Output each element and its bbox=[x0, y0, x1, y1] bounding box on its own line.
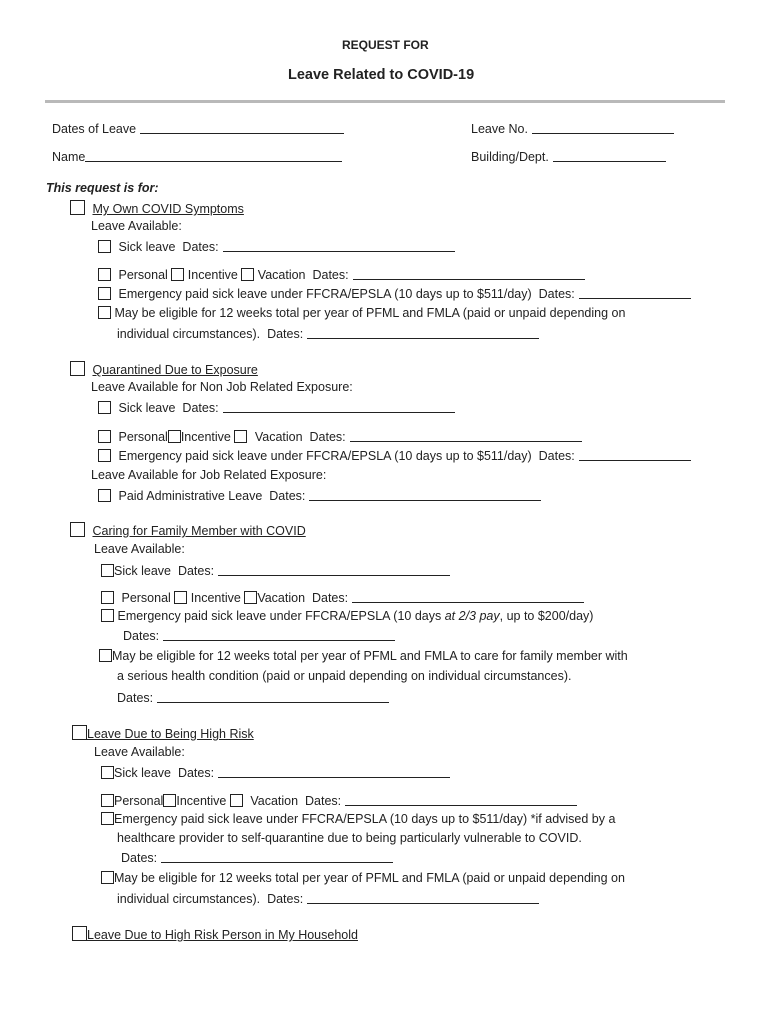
s2-admin-dates-line[interactable] bbox=[309, 488, 541, 501]
s4-eligible-dates-line[interactable] bbox=[307, 891, 539, 904]
s3-emergency-dates-label: Dates: bbox=[123, 629, 160, 643]
s3-emergency-label-c: , up to $200/day) bbox=[499, 609, 594, 623]
s4-eligible-label: May be eligible for 12 weeks total per year of PFML and FMLA (paid or unpaid depending on bbox=[114, 871, 625, 885]
s4-eligible-row bbox=[101, 871, 625, 885]
caring-title: Caring for Family Member with COVID bbox=[92, 524, 306, 538]
s3-vacation-label: Vacation bbox=[257, 591, 306, 605]
s4-eligible-checkbox[interactable] bbox=[101, 871, 114, 884]
s2-sick-dates-line[interactable] bbox=[223, 400, 455, 413]
household-title: Leave Due to High Risk Person in My Household bbox=[87, 928, 358, 942]
request-intro: This request is for: bbox=[46, 181, 159, 195]
s4-sick-label: Sick leave bbox=[114, 766, 171, 780]
s2-emergency-label: Emergency paid sick leave under FFCRA/EPSLA (10 days up to $511/day) bbox=[118, 449, 532, 463]
s1-emergency-checkbox[interactable] bbox=[98, 287, 111, 300]
s1-eligible-label: May be eligible for 12 weeks total per year of PFML and FMLA (paid or unpaid depending on bbox=[114, 306, 626, 320]
s1-eligible-row bbox=[98, 306, 625, 320]
section-quarantined[interactable] bbox=[70, 361, 258, 377]
s4-incentive-label: Incentive bbox=[176, 794, 227, 808]
building-dept-line[interactable] bbox=[553, 149, 666, 162]
s1-emergency-dates-label: Dates: bbox=[538, 287, 575, 301]
s1-emergency-label: Emergency paid sick leave under FFCRA/EPSLA (10 days up to $511/day) bbox=[118, 287, 532, 301]
name-field[interactable] bbox=[52, 149, 342, 164]
s2-admin-row bbox=[98, 488, 541, 503]
s1-pto-dates-line[interactable] bbox=[353, 267, 585, 280]
dates-of-leave-label: Dates of Leave bbox=[52, 122, 137, 136]
s2-personal-label: Personal bbox=[118, 430, 168, 444]
s1-incentive-label: Incentive bbox=[187, 268, 238, 282]
name-line[interactable] bbox=[85, 149, 342, 162]
section-high-risk[interactable] bbox=[72, 725, 254, 741]
own-symptoms-checkbox[interactable] bbox=[70, 200, 85, 215]
s2-personal-checkbox[interactable] bbox=[98, 430, 111, 443]
s3-leave-available: Leave Available: bbox=[94, 542, 185, 556]
s1-eligible-row-2 bbox=[117, 326, 539, 341]
s2-sick-dates-label: Dates: bbox=[182, 401, 219, 415]
s3-incentive-label: Incentive bbox=[190, 591, 241, 605]
s2-pto-dates-line[interactable] bbox=[350, 429, 582, 442]
building-dept-label: Building/Dept. bbox=[471, 150, 549, 164]
s1-incentive-checkbox[interactable] bbox=[171, 268, 184, 281]
s4-sick-dates-line[interactable] bbox=[218, 765, 450, 778]
s1-sick-checkbox[interactable] bbox=[98, 240, 111, 253]
s4-emergency-dates-label: Dates: bbox=[121, 851, 158, 865]
leave-no-line[interactable] bbox=[532, 121, 674, 134]
section-caring[interactable] bbox=[70, 522, 306, 538]
s2-emergency-dates-line[interactable] bbox=[579, 448, 691, 461]
s4-emergency-label-a: Emergency paid sick leave under FFCRA/EPSLA (10 days up to $511/day) *if advised by a bbox=[114, 812, 616, 826]
s3-sick-checkbox[interactable] bbox=[101, 564, 114, 577]
s3-eligible-label-b: a serious health condition (paid or unpaid depending on individual circumstances). bbox=[117, 669, 572, 683]
s3-personal-label: Personal bbox=[121, 591, 171, 605]
dates-of-leave-line[interactable] bbox=[140, 121, 344, 134]
s4-emergency-label-b: healthcare provider to self-quarantine due to being particularly vulnerable to COVID. bbox=[117, 831, 582, 845]
s1-eligible-circ: individual circumstances). bbox=[117, 327, 261, 341]
s4-eligible-row-2 bbox=[117, 891, 539, 906]
own-symptoms-title: My Own COVID Symptoms bbox=[92, 202, 244, 216]
s2-job: Leave Available for Job Related Exposure: bbox=[91, 468, 327, 482]
s4-incentive-checkbox[interactable] bbox=[163, 794, 176, 807]
s3-emergency-dates bbox=[123, 628, 395, 643]
building-dept-field[interactable] bbox=[471, 149, 666, 164]
leave-no-field[interactable] bbox=[471, 121, 674, 136]
s2-pto-dates-label: Dates: bbox=[309, 430, 346, 444]
s4-pto-dates-line[interactable] bbox=[345, 793, 577, 806]
request-for-heading: REQUEST FOR bbox=[342, 38, 429, 52]
quarantined-checkbox[interactable] bbox=[70, 361, 85, 376]
s2-admin-checkbox[interactable] bbox=[98, 489, 111, 502]
page-title: Leave Related to COVID-19 bbox=[288, 67, 475, 83]
s2-sick-row bbox=[98, 400, 455, 415]
s2-pto-row bbox=[98, 429, 582, 444]
s1-emergency-row bbox=[98, 286, 691, 301]
s3-pto-dates-label: Dates: bbox=[311, 591, 349, 605]
s1-sick-dates-line[interactable] bbox=[223, 239, 455, 252]
s4-emergency-checkbox[interactable] bbox=[101, 812, 114, 825]
s4-pto-dates-label: Dates: bbox=[305, 794, 342, 808]
s3-pto-dates-line[interactable] bbox=[352, 590, 584, 603]
s3-eligible-checkbox[interactable] bbox=[99, 649, 112, 662]
s3-eligible-dates-line[interactable] bbox=[157, 690, 389, 703]
caring-checkbox[interactable] bbox=[70, 522, 85, 537]
s3-emergency-dates-line[interactable] bbox=[163, 628, 395, 641]
s3-emergency-checkbox[interactable] bbox=[101, 609, 114, 622]
s4-emergency-row bbox=[101, 812, 615, 826]
s3-emergency-label-a: Emergency paid sick leave under FFCRA/EPSLA (10 days bbox=[117, 609, 445, 623]
s3-personal-checkbox[interactable] bbox=[101, 591, 114, 604]
s3-sick-dates-line[interactable] bbox=[218, 563, 450, 576]
s2-sick-label: Sick leave bbox=[118, 401, 176, 415]
s2-emergency-checkbox[interactable] bbox=[98, 449, 111, 462]
s1-personal-checkbox[interactable] bbox=[98, 268, 111, 281]
s3-incentive-checkbox[interactable] bbox=[174, 591, 187, 604]
s3-eligible-dates bbox=[117, 690, 389, 705]
s2-incentive-checkbox[interactable] bbox=[168, 430, 181, 443]
section-household[interactable] bbox=[72, 926, 358, 942]
s1-sick-label: Sick leave bbox=[118, 240, 176, 254]
s1-vacation-checkbox[interactable] bbox=[241, 268, 254, 281]
s4-leave-available: Leave Available: bbox=[94, 745, 185, 759]
s3-vacation-checkbox[interactable] bbox=[244, 591, 257, 604]
high-risk-checkbox[interactable] bbox=[72, 725, 87, 740]
s1-sick-row bbox=[98, 239, 455, 254]
s4-vacation-label: Vacation bbox=[250, 794, 299, 808]
dates-of-leave-field[interactable] bbox=[52, 121, 344, 136]
header-divider bbox=[45, 100, 725, 103]
s2-non-job: Leave Available for Non Job Related Exposure: bbox=[91, 380, 353, 394]
s1-vacation-label: Vacation bbox=[257, 268, 306, 282]
s4-emergency-dates bbox=[121, 850, 393, 865]
s2-admin-label: Paid Administrative Leave bbox=[118, 489, 263, 503]
s4-pto-row bbox=[101, 793, 577, 808]
s4-sick-dates-label: Dates: bbox=[177, 766, 215, 780]
section-own-symptoms[interactable] bbox=[70, 200, 244, 216]
s4-emergency-dates-line[interactable] bbox=[161, 850, 393, 863]
s4-personal-label: Personal bbox=[114, 794, 164, 808]
s4-eligible-dates-label: Dates: bbox=[267, 892, 304, 906]
s3-emergency-label-b: at 2/3 pay bbox=[444, 609, 500, 623]
s4-vacation-checkbox[interactable] bbox=[230, 794, 243, 807]
s1-emergency-dates-line[interactable] bbox=[579, 286, 691, 299]
s3-eligible-row bbox=[99, 649, 628, 663]
s4-eligible-circ: individual circumstances). bbox=[117, 892, 261, 906]
quarantined-title: Quarantined Due to Exposure bbox=[92, 363, 258, 377]
s1-personal-label: Personal bbox=[118, 268, 168, 282]
s4-personal-checkbox[interactable] bbox=[101, 794, 114, 807]
s1-leave-available: Leave Available: bbox=[91, 219, 182, 233]
s3-sick-dates-label: Dates: bbox=[177, 564, 215, 578]
s4-sick-row bbox=[101, 765, 450, 780]
household-checkbox[interactable] bbox=[72, 926, 87, 941]
s2-emergency-dates-label: Dates: bbox=[538, 449, 575, 463]
s1-eligible-dates-line[interactable] bbox=[307, 326, 539, 339]
s2-vacation-checkbox[interactable] bbox=[234, 430, 247, 443]
s3-eligible-dates-label: Dates: bbox=[117, 691, 154, 705]
s1-eligible-dates-label: Dates: bbox=[267, 327, 304, 341]
s2-incentive-label: Incentive bbox=[180, 430, 231, 444]
s1-pto-row bbox=[98, 267, 585, 282]
s2-vacation-label: Vacation bbox=[254, 430, 303, 444]
s1-pto-dates-label: Dates: bbox=[312, 268, 349, 282]
s1-sick-dates-label: Dates: bbox=[182, 240, 219, 254]
s2-emergency-row bbox=[98, 448, 691, 463]
s2-sick-checkbox[interactable] bbox=[98, 401, 111, 414]
s3-emergency-row bbox=[101, 609, 593, 623]
s2-admin-dates-label: Dates: bbox=[269, 489, 306, 503]
s3-pto-row bbox=[101, 590, 584, 605]
s3-eligible-label-a: May be eligible for 12 weeks total per year of PFML and FMLA to care for family member with bbox=[112, 649, 628, 663]
s4-sick-checkbox[interactable] bbox=[101, 766, 114, 779]
s3-sick-row bbox=[101, 563, 450, 578]
s1-eligible-checkbox[interactable] bbox=[98, 306, 111, 319]
s3-sick-label: Sick leave bbox=[114, 564, 171, 578]
name-label: Name bbox=[52, 150, 86, 164]
leave-no-label: Leave No. bbox=[471, 122, 528, 136]
high-risk-title: Leave Due to Being High Risk bbox=[87, 727, 254, 741]
